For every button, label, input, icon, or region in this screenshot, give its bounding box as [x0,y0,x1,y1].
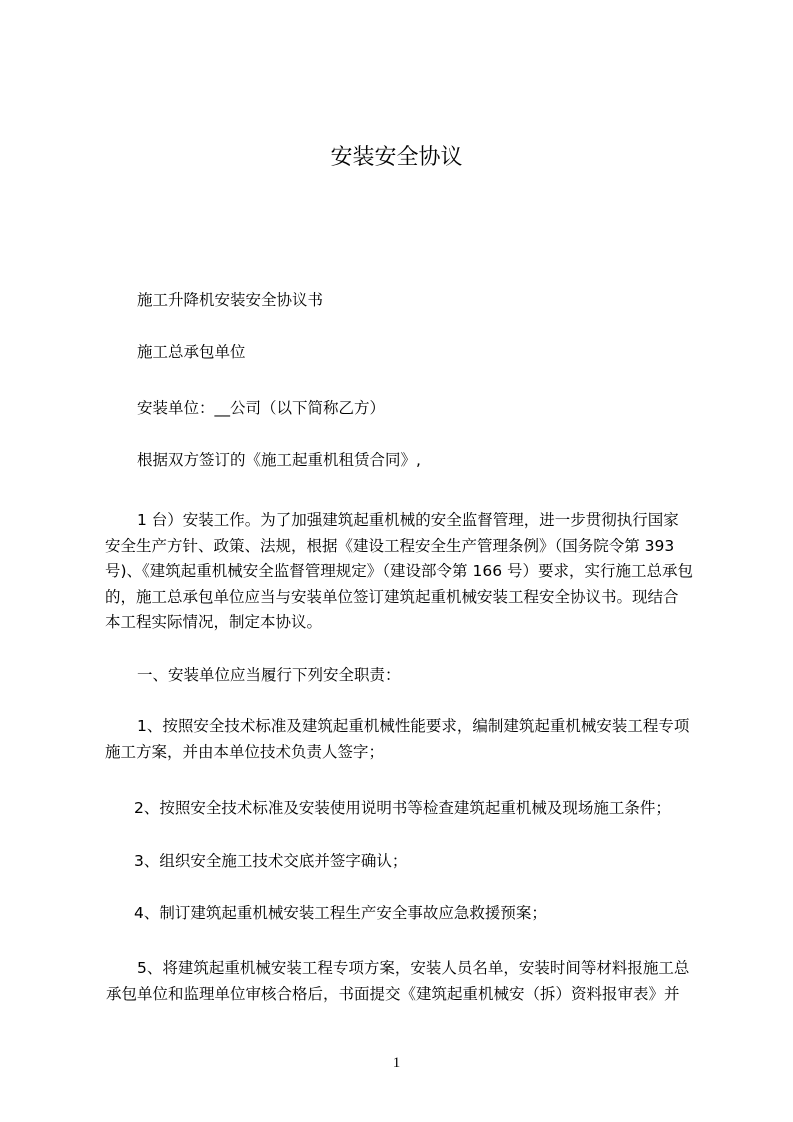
paragraph-line: 4、制订建筑起重机械安装工程生产安全事故应急救援预案； [134,904,547,922]
paragraph-line: 施工升降机安装安全协议书 [137,291,324,309]
paragraph-line: 2、按照安全技术标准及安装使用说明书等检查建筑起重机械及现场施工条件； [134,799,671,817]
section-heading: 一、安装单位应当履行下列安全职责： [137,666,401,684]
paragraph-line: 3、组织安全施工技术交底并签字确认； [134,852,408,870]
paragraph-line: 5、将建筑起重机械安装工程专项方案，安装人员名单，安装时间等材料报施工总 [137,959,690,977]
paragraph-line: 根据双方签订的《施工起重机租赁合同》, [137,451,421,469]
paragraph-line: 1、按照安全技术标准及建筑起重机械性能要求，编制建筑起重机械安装工程专项 [137,717,690,735]
page-number: 1 [392,1055,401,1071]
paragraph-line: 本工程实际情况，制定本协议。 [105,613,323,631]
document-title: 安装安全协议 [330,145,463,170]
paragraph-line: 施工总承包单位 [137,343,246,361]
paragraph-line: 号)、《建筑起重机械安全监督管理规定》（建设部令第 166 号）要求，实行施工总承包 [105,562,693,580]
paragraph-line: 安装单位：__公司（以下简称乙方） [137,399,386,417]
paragraph-line: 1 台）安装工作。为了加强建筑起重机械的安全监督管理，进一步贯彻执行国家 [137,511,679,529]
paragraph-line: 安全生产方针、政策、法规，根据《建设工程安全生产管理条例》（国务院令第 393 [105,537,675,555]
paragraph-line: 的，施工总承包单位应当与安装单位签订建筑起重机械安装工程安全协议书。现结合 [105,588,679,606]
paragraph-line: 施工方案，并由本单位技术负责人签字； [105,743,385,761]
paragraph-line: 承包单位和监理单位审核合格后，书面提交《建筑起重机械安（拆）资料报审表》并 [106,985,680,1003]
